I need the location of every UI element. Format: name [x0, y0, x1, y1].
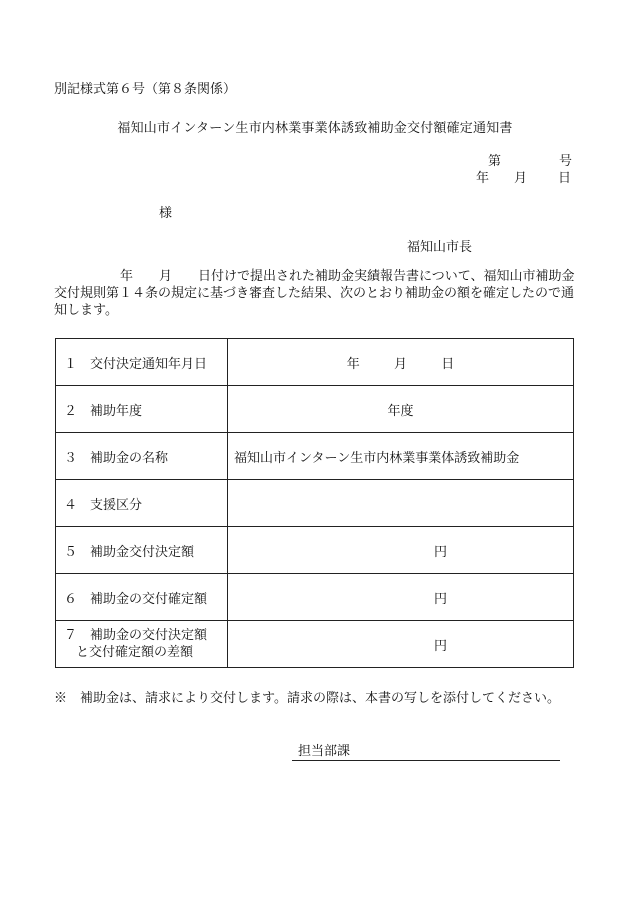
body-month: 月	[159, 269, 173, 284]
row-label: ３ 補助金の名称	[56, 433, 228, 480]
issue-date-month: 月	[514, 171, 528, 186]
issuer-name: 福知山市長	[407, 240, 473, 255]
form-identifier: 別記様式第６号（第８条関係）	[54, 82, 237, 97]
row-label: ２ 補助年度	[56, 386, 228, 433]
row-value: 円	[228, 621, 574, 668]
body-line-1	[54, 268, 578, 285]
body-line-2: 交付規則第１４条の規定に基づき審査した結果、次のとおり補助金の額を確定したので通	[54, 286, 575, 301]
document-number-prefix: 第	[488, 154, 502, 169]
addressee-honorific: 様	[159, 206, 173, 221]
row-value: 円	[228, 527, 574, 574]
payment-note: ※ 補助金は、請求により交付します。請求の際は、本書の写しを添付してください。	[54, 691, 560, 706]
body-line-3: 知します。	[54, 303, 118, 318]
row-label-line-1: ７ 補助金の交付決定額	[64, 628, 208, 643]
table-row	[56, 480, 574, 527]
row-value	[228, 480, 574, 527]
body-line-1-text: 日付けで提出された補助金実績報告書について、福知山市補助金	[198, 269, 575, 284]
table-row	[56, 621, 574, 668]
row-value: 福知山市インターン生市内林業事業体誘致補助金	[228, 433, 574, 480]
details-table	[55, 338, 574, 668]
issue-date-day: 日	[558, 171, 572, 186]
table-row	[56, 386, 574, 433]
table-row	[56, 433, 574, 480]
body-paragraph	[54, 268, 578, 319]
table-row	[56, 339, 574, 386]
row-value-month: 月	[393, 356, 407, 372]
table-row	[56, 574, 574, 621]
document-title: 福知山市インターン生市内林業事業体誘致補助金交付額確定通知書	[117, 121, 513, 136]
row-label: ６ 補助金の交付確定額	[56, 574, 228, 621]
document-number-suffix: 号	[558, 154, 572, 169]
row-label: ５ 補助金交付決定額	[56, 527, 228, 574]
row-value: 円	[228, 574, 574, 621]
body-year: 年	[120, 269, 134, 284]
row-value: 年度	[228, 386, 574, 433]
row-label-line-2: と交付確定額の差額	[76, 645, 194, 660]
contact-department-field: 担当部課	[292, 740, 560, 761]
issue-date-year: 年	[476, 171, 490, 186]
row-label	[56, 621, 228, 668]
row-value-year: 年	[346, 356, 360, 372]
table-row	[56, 527, 574, 574]
row-label: ４ 支援区分	[56, 480, 228, 527]
row-value-date	[228, 339, 574, 386]
row-label: １ 交付決定通知年月日	[56, 339, 228, 386]
row-value-day: 日	[441, 356, 455, 372]
